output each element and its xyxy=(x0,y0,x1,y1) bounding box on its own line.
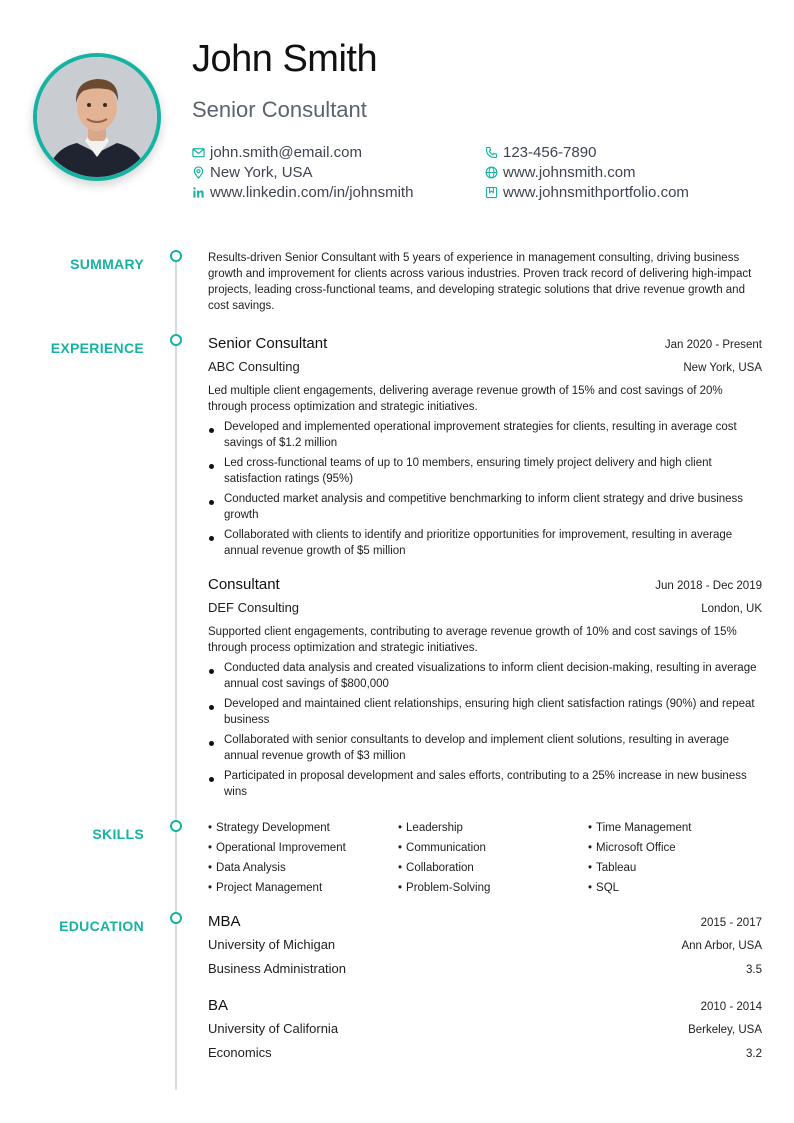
skill-item: • SQL xyxy=(588,882,620,894)
edu-dates: 2010 - 2014 xyxy=(700,1001,762,1013)
skill-item: • Tableau xyxy=(588,862,637,874)
job-company: ABC Consulting xyxy=(208,359,300,374)
globe-icon xyxy=(485,166,498,179)
phone-contact[interactable] xyxy=(485,142,596,162)
job-location: London, UK xyxy=(701,603,762,615)
list-item: Developed and maintained client relationships, ensuring high client satisfaction ratings (90%) and repeat business xyxy=(208,696,762,728)
edu-dates: 2015 - 2017 xyxy=(700,917,762,929)
portfolio-text: www.johnsmithportfolio.com xyxy=(503,183,689,201)
skill-item: • Problem-Solving xyxy=(398,882,491,894)
profile-photo-image xyxy=(37,57,157,177)
skill-item: • Collaboration xyxy=(398,862,474,874)
job-location: New York, USA xyxy=(683,362,762,374)
job-role: Senior Consultant xyxy=(208,335,328,352)
profile-photo xyxy=(33,53,161,181)
list-item: Developed and implemented operational improvement strategies for clients, resulting in average cost savings of $1.2 million xyxy=(208,419,762,451)
section-label-summary: SUMMARY xyxy=(70,256,144,272)
phone-icon xyxy=(485,146,498,159)
edu-gpa: 3.5 xyxy=(746,964,762,976)
timeline-dot-skills xyxy=(170,820,182,832)
job-description: Supported client engagements, contributing to average revenue growth of 10% and cost savings of 15% through process optimization and strategic initiatives. xyxy=(208,626,737,654)
location-text: New York, USA xyxy=(210,163,313,181)
linkedin-text: www.linkedin.com/in/johnsmith xyxy=(210,183,414,201)
portfolio-contact[interactable] xyxy=(485,182,689,202)
skill-item: • Data Analysis xyxy=(208,862,286,874)
skill-item: • Strategy Development xyxy=(208,822,330,834)
candidate-name: John Smith xyxy=(192,38,378,80)
map-pin-icon xyxy=(192,166,205,179)
location-contact xyxy=(192,162,313,182)
list-item: Collaborated with senior consultants to develop and implement client solutions, resulting in average annual revenue growth of $3 million xyxy=(208,732,762,764)
edu-degree: MBA xyxy=(208,913,241,930)
summary-text: Results-driven Senior Consultant with 5 years of experience in management consulting, driving business growth and improvement for clients across various industries. Proven track record of delivering high-impact projects, leading cross-functional teams, and developing strategic solutions that drive revenue growth and cost savings. xyxy=(208,252,752,312)
email-text: john.smith@email.com xyxy=(210,143,362,161)
list-item: Participated in proposal development and sales efforts, contributing to a 25% increase in new business wins xyxy=(208,768,762,800)
list-item: Conducted market analysis and competitive benchmarking to inform client strategy and drive business growth xyxy=(208,491,762,523)
portfolio-icon xyxy=(485,186,498,199)
section-label-education: EDUCATION xyxy=(59,918,144,934)
edu-field: Business Administration xyxy=(208,961,347,976)
job-dates: Jan 2020 - Present xyxy=(664,339,762,351)
edu-school: University of Michigan xyxy=(208,937,336,952)
education-entry xyxy=(208,997,762,1067)
candidate-title: Senior Consultant xyxy=(192,97,367,122)
experience-entry xyxy=(208,576,762,804)
website-text: www.johnsmith.com xyxy=(503,163,636,181)
skill-item: • Communication xyxy=(398,842,486,854)
timeline-dot-education xyxy=(170,912,182,924)
edu-gpa: 3.2 xyxy=(746,1048,762,1060)
timeline-dot-summary xyxy=(170,250,182,262)
job-achievements xyxy=(208,419,762,559)
section-label-skills: SKILLS xyxy=(92,826,144,842)
job-dates: Jun 2018 - Dec 2019 xyxy=(655,580,762,592)
education-entry xyxy=(208,913,762,983)
phone-text: 123-456-7890 xyxy=(503,143,597,161)
experience-entry xyxy=(208,335,762,563)
list-item: Collaborated with clients to identify and prioritize opportunities for improvement, resulting in average annual revenue growth of $5 million xyxy=(208,527,762,559)
skill-item: • Operational Improvement xyxy=(208,842,346,854)
edu-location: Ann Arbor, USA xyxy=(681,940,762,952)
skill-item: • Microsoft Office xyxy=(588,842,676,854)
edu-field: Economics xyxy=(208,1045,272,1060)
list-item: Led cross-functional teams of up to 10 members, ensuring timely project delivery and high client satisfaction ratings (95%) xyxy=(208,455,762,487)
skills-list xyxy=(208,820,762,896)
job-role: Consultant xyxy=(208,576,280,593)
edu-school: University of California xyxy=(208,1021,339,1036)
timeline-line xyxy=(175,256,177,1090)
list-item: Conducted data analysis and created visualizations to inform client decision-making, resulting in average annual cost savings of $800,000 xyxy=(208,660,762,692)
edu-location: Berkeley, USA xyxy=(688,1024,762,1036)
job-description: Led multiple client engagements, delivering average revenue growth of 15% and cost savings of 20% through process optimization and strategic initiatives. xyxy=(208,385,723,413)
edu-degree: BA xyxy=(208,997,229,1014)
email-icon xyxy=(192,146,205,159)
section-label-experience: EXPERIENCE xyxy=(50,340,144,356)
skill-item: • Project Management xyxy=(208,882,323,894)
email-contact[interactable] xyxy=(192,142,362,162)
job-achievements xyxy=(208,660,762,800)
website-contact[interactable] xyxy=(485,162,636,182)
timeline-dot-experience xyxy=(170,334,182,346)
linkedin-contact[interactable] xyxy=(192,182,413,202)
skill-item: • Leadership xyxy=(398,822,463,834)
linkedin-icon xyxy=(192,186,205,199)
skill-item: • Time Management xyxy=(588,822,692,834)
job-company: DEF Consulting xyxy=(208,600,300,615)
